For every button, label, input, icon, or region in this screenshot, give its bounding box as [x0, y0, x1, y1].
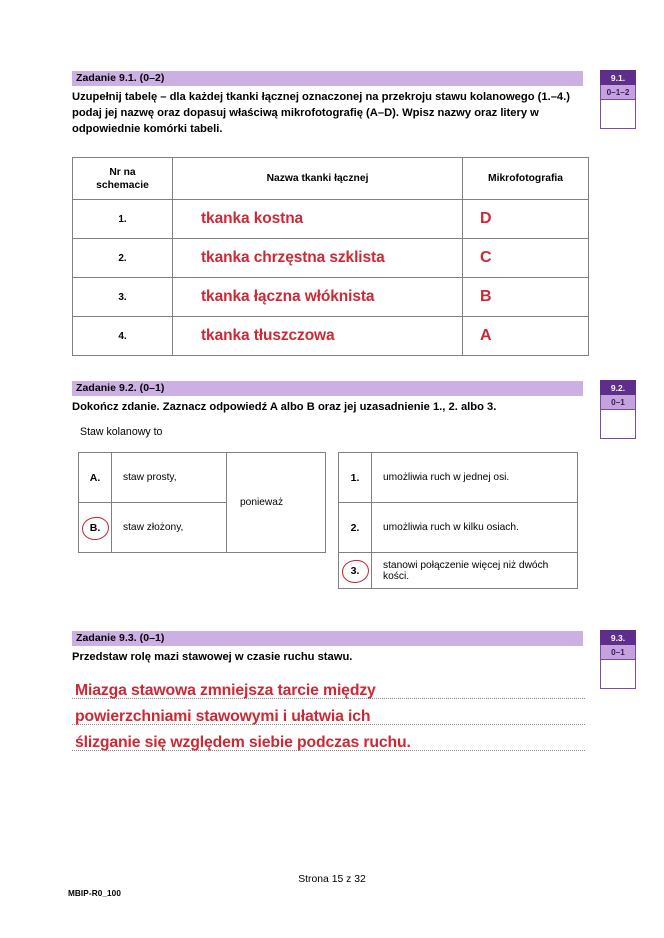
- score-box-93-input[interactable]: [600, 660, 636, 689]
- score-box-92-number: 9.2.: [600, 380, 636, 395]
- task-92-stem: Staw kolanowy to: [80, 426, 163, 438]
- table-91: [72, 157, 589, 356]
- table-91-row3-answer-letter[interactable]: B: [463, 278, 589, 317]
- table-92-row-2: [79, 503, 578, 553]
- option-a-label-text: A.: [89, 471, 101, 484]
- reason-3-label-text: 3.: [350, 564, 360, 577]
- table-row: [73, 278, 589, 317]
- option-a-text[interactable]: staw prosty,: [112, 453, 227, 503]
- table-91-row4-answer-name[interactable]: tkanka tłuszczowa: [173, 317, 463, 356]
- spacer-cell: [79, 553, 112, 589]
- table-91-header-micro: Mikrofotografia: [463, 158, 589, 200]
- task-93-answer-line-1[interactable]: Miazga stawowa zmniejsza tarcie między: [75, 682, 376, 699]
- footer-document-code: MBIP-R0_100: [68, 889, 121, 898]
- option-b-label-text: B.: [89, 521, 101, 534]
- score-box-93: [600, 630, 636, 689]
- task-91-heading-band: [72, 71, 583, 86]
- score-box-92: [600, 380, 636, 439]
- table-row: [73, 239, 589, 278]
- task-93-answer-area[interactable]: [72, 676, 585, 762]
- table-91-row4-number: 4.: [73, 317, 173, 356]
- reason-1-label[interactable]: [339, 453, 372, 503]
- gutter-spacer: [326, 503, 339, 553]
- option-b-text[interactable]: staw złożony,: [112, 503, 227, 553]
- table-91-row4-answer-letter[interactable]: A: [463, 317, 589, 356]
- reason-2-label-text: 2.: [350, 521, 360, 534]
- table-91-row1-number: 1.: [73, 200, 173, 239]
- task-91-heading-label: Zadanie 9.1. (0–2): [76, 72, 165, 84]
- score-box-93-number: 9.3.: [600, 630, 636, 645]
- reason-3-text[interactable]: stanowi połączenie więcej niż dwóch kości.: [372, 553, 578, 589]
- table-91-header-number-line2: schemacie: [96, 179, 149, 191]
- option-b-label[interactable]: [79, 503, 112, 553]
- reason-2-label[interactable]: [339, 503, 372, 553]
- task-93-heading-band: [72, 631, 583, 646]
- score-box-91-range: 0–1–2: [600, 85, 636, 100]
- table-91-header-row: [73, 158, 589, 200]
- task-92-heading-band: [72, 381, 583, 396]
- table-92-row-1: [79, 453, 578, 503]
- task-92-instruction: Dokończ zdanie. Zaznacz odpowiedź A albo B oraz jej uzasadnienie 1., 2. albo 3.: [72, 401, 497, 413]
- footer-page-number: Strona 15 z 32: [298, 874, 366, 885]
- table-92: [78, 452, 578, 589]
- score-box-91-input[interactable]: [600, 100, 636, 129]
- score-box-91-number: 9.1.: [600, 70, 636, 85]
- task-93-answer-line-2[interactable]: powierzchniami stawowymi i ułatwia ich: [75, 708, 371, 725]
- table-91-row2-answer-name[interactable]: tkanka chrzęstna szklista: [173, 239, 463, 278]
- table-91-row2-answer-letter[interactable]: C: [463, 239, 589, 278]
- bridge-word: ponieważ: [227, 453, 326, 553]
- score-box-91: [600, 70, 636, 129]
- gutter-spacer: [326, 453, 339, 503]
- table-row: [73, 200, 589, 239]
- table-91-header-number: [73, 158, 173, 200]
- table-row: [73, 317, 589, 356]
- task-91-instruction: Uzupełnij tabelę – dla każdej tkanki łącznej oznaczonej na przekroju stawu kolanowego (1.–4.) podaj jej nazwę oraz dopasuj właściwą mikrofotografię (A–D). Wpisz nazwy oraz litery w odpowiednie komórki tabeli.: [72, 91, 570, 135]
- table-91-row1-answer-name[interactable]: tkanka kostna: [173, 200, 463, 239]
- table-91-row1-answer-letter[interactable]: D: [463, 200, 589, 239]
- table-91-header-name: Nazwa tkanki łącznej: [173, 158, 463, 200]
- task-92-heading-label: Zadanie 9.2. (0–1): [76, 382, 165, 394]
- table-92-row-3: [79, 553, 578, 589]
- reason-1-label-text: 1.: [350, 471, 360, 484]
- gutter-spacer: [326, 553, 339, 589]
- spacer-cell: [112, 553, 227, 589]
- score-box-93-range: 0–1: [600, 645, 636, 660]
- reason-3-label[interactable]: [339, 553, 372, 589]
- table-91-header-number-line1: Nr na: [109, 166, 136, 178]
- table-91-row2-number: 2.: [73, 239, 173, 278]
- task-93-heading-label: Zadanie 9.3. (0–1): [76, 632, 165, 644]
- option-a-label[interactable]: [79, 453, 112, 503]
- table-91-row3-answer-name[interactable]: tkanka łączna włóknista: [173, 278, 463, 317]
- reason-1-text[interactable]: umożliwia ruch w jednej osi.: [372, 453, 578, 503]
- task-93-answer-line-3[interactable]: ślizganie się względem siebie podczas ruchu.: [75, 734, 411, 751]
- reason-2-text[interactable]: umożliwia ruch w kilku osiach.: [372, 503, 578, 553]
- score-box-92-range: 0–1: [600, 395, 636, 410]
- spacer-cell: [227, 553, 326, 589]
- table-91-row3-number: 3.: [73, 278, 173, 317]
- score-box-92-input[interactable]: [600, 410, 636, 439]
- task-93-instruction: Przedstaw rolę mazi stawowej w czasie ruchu stawu.: [72, 651, 353, 663]
